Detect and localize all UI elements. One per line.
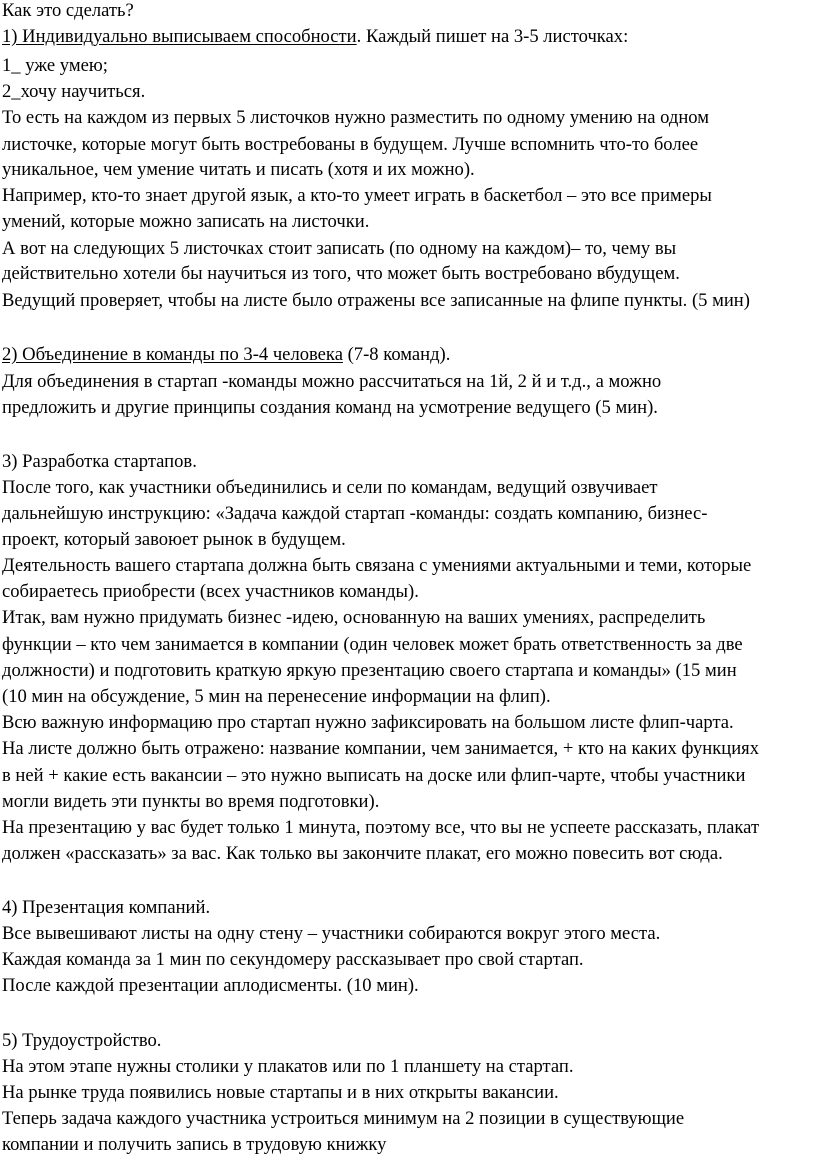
step3-line: должен «рассказать» за вас. Как только вы закончите плакат, его можно повесить вот сюда. xyxy=(2,843,723,864)
step3-line: Деятельность вашего стартапа должна быть связана с умениями актуальными и теми, которые xyxy=(2,555,752,576)
step5-line: компании и получить запись в трудовую книжку xyxy=(2,1134,387,1155)
step4-line: Все вывешивают листы на одну стену – участники собираются вокруг этого места. xyxy=(2,923,661,944)
step1-line: 2_хочу научиться. xyxy=(2,81,146,102)
step3-title: 3) Разработка стартапов. xyxy=(2,451,197,472)
step3-line: в ней + какие есть вакансии – это нужно выписать на доске или флип-чарте, чтобы участники xyxy=(2,765,746,786)
step3-line: дальнейшую инструкцию: «Задача каждой стартап -команды: создать компанию, бизнес- xyxy=(2,503,708,524)
step2-title: 2) Объединение в команды по 3-4 человека xyxy=(2,344,343,365)
step1-line: действительно хотели бы научиться из того, что может быть востребовано вбудущем. xyxy=(2,263,680,284)
step3-line: могли видеть эти пункты во время подготовки). xyxy=(2,791,380,812)
step1-line: То есть на каждом из первых 5 листочков нужно разместить по одному умению на одном xyxy=(2,107,710,128)
step1-title: 1) Индивидуально выписываем способности xyxy=(2,26,357,47)
step1-title-rest: . Каждый пишет на 3-5 листочках: xyxy=(356,26,629,47)
step3-line: проект, который завоюет рынок в будущем. xyxy=(2,529,346,550)
step1-line: 1_ уже умею; xyxy=(2,55,108,76)
step2-heading xyxy=(2,346,450,365)
step5-line: Теперь задача каждого участника устроиться минимум на 2 позиции в существующие xyxy=(2,1108,685,1129)
step3-line: На листе должно быть отражено: название компании, чем занимается, + кто на каких функциях xyxy=(2,738,760,759)
step4-line: Каждая команда за 1 мин по секундомеру рассказывает про свой стартап. xyxy=(2,949,584,970)
step3-line: На презентацию у вас будет только 1 минута, поэтому все, что вы не успеете рассказать, плакат xyxy=(2,817,760,838)
step4-title: 4) Презентация компаний. xyxy=(2,897,211,918)
step3-line: должности) и подготовить краткую яркую презентацию своего стартапа и команды» (15 мин xyxy=(2,660,737,681)
step2-title-rest: (7-8 команд). xyxy=(342,344,451,365)
step2-line: Для объединения в стартап -команды можно рассчитаться на 1й, 2 й и т.д., а можно xyxy=(2,371,662,392)
step1-line: Например, кто-то знает другой язык, а кто-то умеет играть в баскетбол – это все примеры xyxy=(2,185,712,206)
step1-line: листочке, которые могут быть востребованы в будущем. Лучше вспомнить что-то более xyxy=(2,134,699,155)
step3-line: собираетесь приобрести (всех участников команды). xyxy=(2,581,419,602)
step5-line: На рынке труда появились новые стартапы и в них открыты вакансии. xyxy=(2,1082,559,1103)
step3-line: функции – кто чем занимается в компании (один человек может брать ответственность за две xyxy=(2,634,743,655)
step2-line: предложить и другие принципы создания команд на усмотрение ведущего (5 мин). xyxy=(2,397,658,418)
step1-line: уникальное, чем умение читать и писать (хотя и их можно). xyxy=(2,159,475,180)
step1-line: Ведущий проверяет, чтобы на листе было отражены все записанные на флипе пункты. (5 мин) xyxy=(2,290,750,311)
step3-line: Итак, вам нужно придумать бизнес -идею, основанную на ваших умениях, распределить xyxy=(2,607,706,628)
step5-title: 5) Трудоустройство. xyxy=(2,1030,162,1051)
step3-line: Всю важную информацию про стартап нужно зафиксировать на большом листе флип-чарта. xyxy=(2,712,734,733)
document-heading: Как это сделать? xyxy=(2,0,134,21)
step4-line: После каждой презентации аплодисменты. (10 мин). xyxy=(2,975,419,996)
step1-line: А вот на следующих 5 листочках стоит записать (по одному на каждом)– то, чему вы xyxy=(2,238,677,259)
step3-line: (10 мин на обсуждение, 5 мин на перенесение информации на флип). xyxy=(2,686,551,707)
step5-line: На этом этапе нужны столики у плакатов или по 1 планшету на стартап. xyxy=(2,1056,574,1077)
step1-line: умений, которые можно записать на листочки. xyxy=(2,211,370,232)
step3-line: После того, как участники объединились и сели по командам, ведущий озвучивает xyxy=(2,477,658,498)
step1-heading xyxy=(2,28,628,47)
